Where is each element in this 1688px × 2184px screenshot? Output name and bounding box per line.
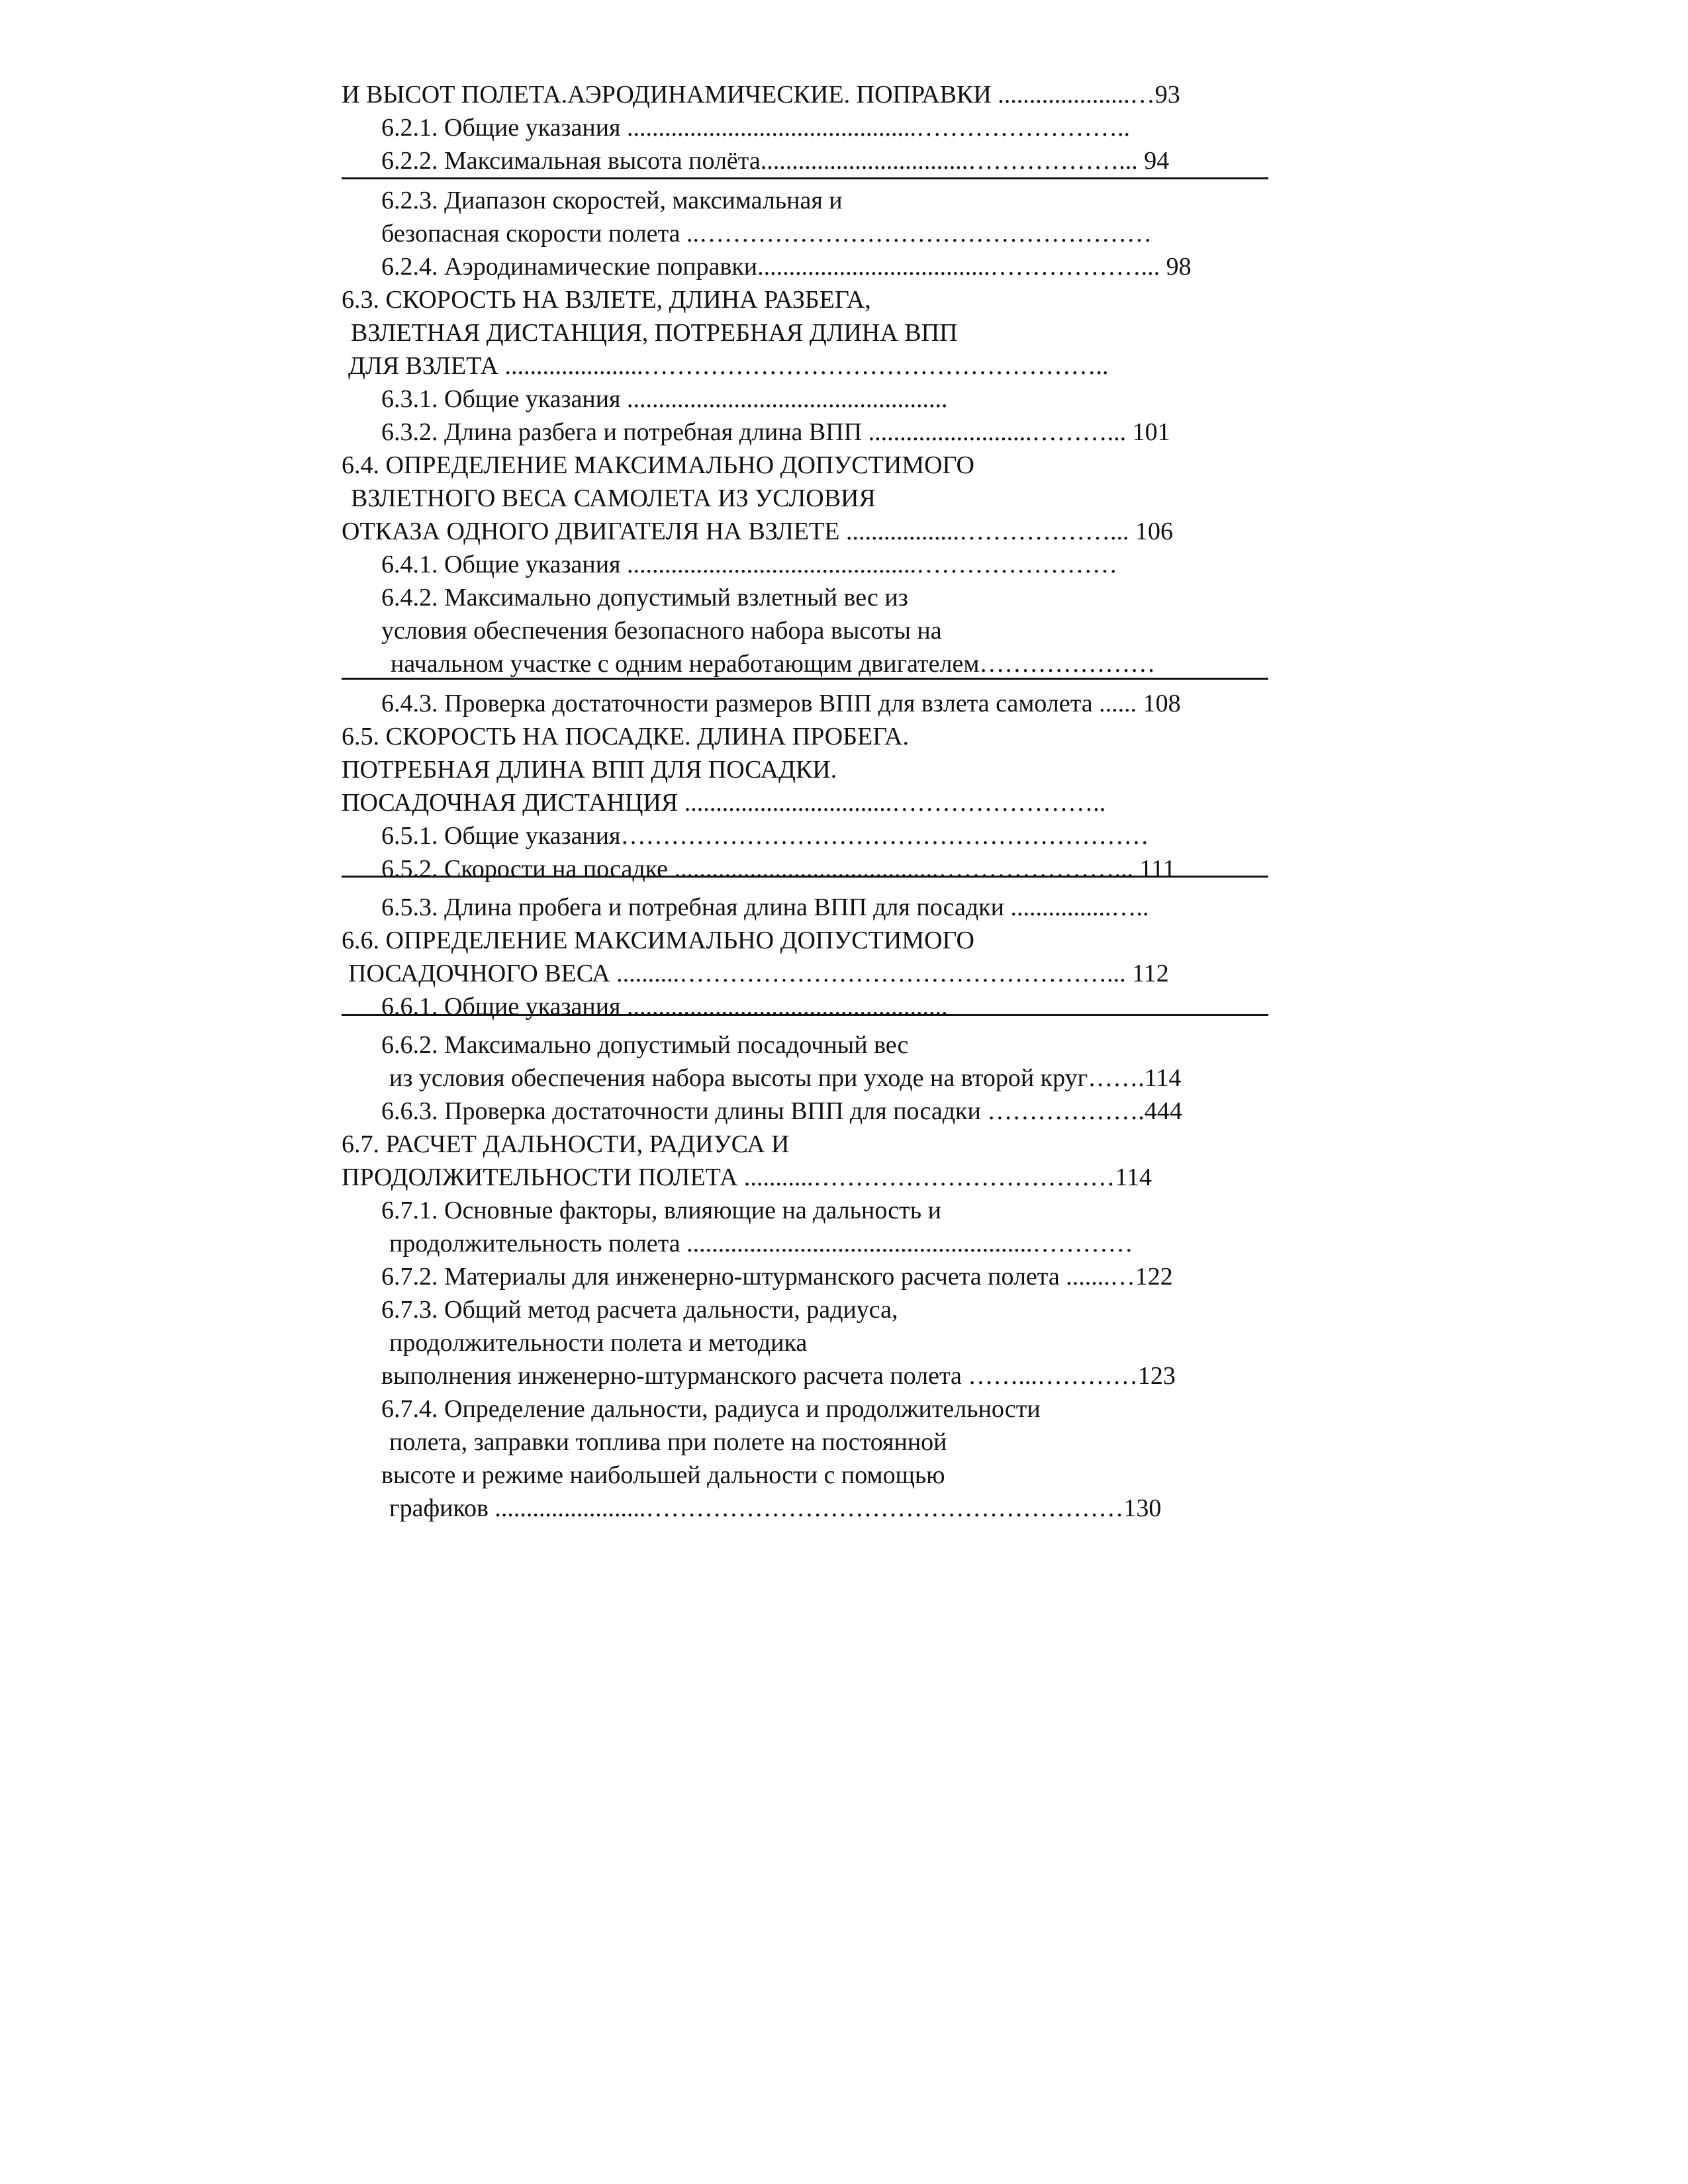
toc-subsection-entry: 6.2.3. Диапазон скоростей, максимальная и bbox=[381, 187, 843, 214]
separator-rule-1 bbox=[342, 177, 1268, 179]
toc-section-heading: 6.5. СКОРОСТЬ НА ПОСАДКЕ. ДЛИНА ПРОБЕГА. bbox=[342, 723, 909, 751]
toc-subsection-entry-cont: условия обеспечения безопасного набора высоты на bbox=[381, 617, 942, 645]
toc-subsection-entry-cont: из условия обеспечения набора высоты при уходе на второй круг…….114 bbox=[389, 1064, 1182, 1092]
toc-subsection-entry: 6.7.4. Определение дальности, радиуса и продолжительности bbox=[381, 1395, 1041, 1423]
toc-subsection-entry: 6.2.2. Максимальная высота полёта.................................………………... 94 bbox=[381, 147, 1170, 175]
toc-subsection-entry-cont: высоте и режиме наибольшей дальности с помощью bbox=[381, 1461, 945, 1489]
toc-subsection-entry: 6.2.4. Аэродинамические поправки.....................................………………... 98 bbox=[381, 253, 1192, 281]
toc-section-heading: 6.7. РАСЧЕТ ДАЛЬНОСТИ, РАДИУСА И bbox=[342, 1130, 790, 1158]
toc-section-heading: 6.3. СКОРОСТЬ НА ВЗЛЕТЕ, ДЛИНА РАЗБЕГА, bbox=[342, 286, 871, 314]
toc-subsection-entry-cont: полета, заправки топлива при полете на постоянной bbox=[389, 1428, 947, 1456]
toc-section-heading: 6.6. ОПРЕДЕЛЕНИЕ МАКСИМАЛЬНО ДОПУСТИМОГО bbox=[342, 927, 974, 954]
toc-subsection-entry: 6.5.3. Длина пробега и потребная длина ВПП для посадки ................….. bbox=[381, 893, 1149, 921]
toc-section-heading-cont: ВЗЛЕТНАЯ ДИСТАНЦИЯ, ПОТРЕБНАЯ ДЛИНА ВПП bbox=[351, 319, 958, 347]
toc-subsection-entry: 6.7.3. Общий метод расчета дальности, радиуса, bbox=[381, 1296, 898, 1324]
toc-subsection-entry: 6.5.2. Скорости на посадке ..........................................…………………... 111 bbox=[381, 855, 1176, 883]
toc-subsection-entry: 6.4.1. Общие указания ..............................................…………………… bbox=[381, 551, 1118, 578]
toc-section-heading-cont: ПОСАДОЧНАЯ ДИСТАНЦИЯ .................................…………………….. bbox=[342, 789, 1106, 817]
toc-subsection-entry: 6.5.1. Общие указания……………………………………………………… bbox=[381, 822, 1149, 850]
toc-subsection-entry: 6.3.2. Длина разбега и потребная длина ВПП ..........................………... 101 bbox=[381, 418, 1170, 446]
toc-subsection-entry: 6.3.1. Общие указания ................................................... bbox=[381, 385, 948, 413]
toc-subsection-entry: 6.6.1. Общие указания ................................................... bbox=[381, 993, 948, 1021]
toc-subsection-entry: 6.4.3. Проверка достаточности размеров ВПП для взлета самолета ...... 108 bbox=[381, 690, 1181, 717]
toc-section-heading-cont: ПОСАДОЧНОГО ВЕСА ..........……………………………………………... 112 bbox=[348, 960, 1169, 987]
toc-subsection-entry-cont: безопасная скорости полета ..……………………………………………… bbox=[381, 220, 1152, 248]
toc-subsection-entry: 6.6.3. Проверка достаточности длины ВПП для посадки ……………….444 bbox=[381, 1097, 1182, 1125]
toc-section-heading: И ВЫСОТ ПОЛЕТА.АЭРОДИНАМИЧЕСКИЕ. ПОПРАВКИ .....................…93 bbox=[342, 81, 1180, 109]
toc-section-heading: 6.4. ОПРЕДЕЛЕНИЕ МАКСИМАЛЬНО ДОПУСТИМОГО bbox=[342, 451, 974, 479]
toc-subsection-entry: 6.4.2. Максимально допустимый взлетный вес из bbox=[381, 584, 908, 612]
toc-subsection-entry-cont: продолжительности полета и методика bbox=[389, 1329, 808, 1357]
toc-section-heading-cont: ДЛЯ ВЗЛЕТА ......................……………………………………………….. bbox=[348, 352, 1109, 380]
toc-subsection-entry: 6.7.2. Материалы для инженерно-штурманского расчета полета .......…122 bbox=[381, 1263, 1173, 1291]
toc-subsection-entry: 6.7.1. Основные факторы, влияющие на дальность и bbox=[381, 1197, 941, 1224]
toc-section-heading-cont: ВЗЛЕТНОГО ВЕСА САМОЛЕТА ИЗ УСЛОВИЯ bbox=[351, 484, 876, 512]
toc-section-heading-cont: ПРОДОЛЖИТЕЛЬНОСТИ ПОЛЕТА ...........………………………………114 bbox=[342, 1163, 1152, 1191]
toc-section-heading-cont: ПОТРЕБНАЯ ДЛИНА ВПП ДЛЯ ПОСАДКИ. bbox=[342, 756, 837, 784]
toc-section-heading-cont: ОТКАЗА ОДНОГО ДВИГАТЕЛЯ НА ВЗЛЕТЕ ..................………………... 106 bbox=[342, 518, 1173, 545]
toc-subsection-entry: 6.6.2. Максимально допустимый посадочный вес bbox=[381, 1031, 909, 1059]
toc-subsection-entry-cont: начальном участке с одним неработающим двигателем………………… bbox=[391, 650, 1156, 678]
toc-subsection-entry-cont: продолжительность полета .......................................................………… bbox=[389, 1230, 1133, 1257]
toc-subsection-entry-cont: выполнения инженерно-штурманского расчета полета ……...…………123 bbox=[381, 1362, 1176, 1390]
toc-subsection-entry-cont: графиков ........................…………………………………………………130 bbox=[389, 1494, 1162, 1522]
toc-subsection-entry: 6.2.1. Общие указания ..............................................…………………….. bbox=[381, 114, 1131, 142]
